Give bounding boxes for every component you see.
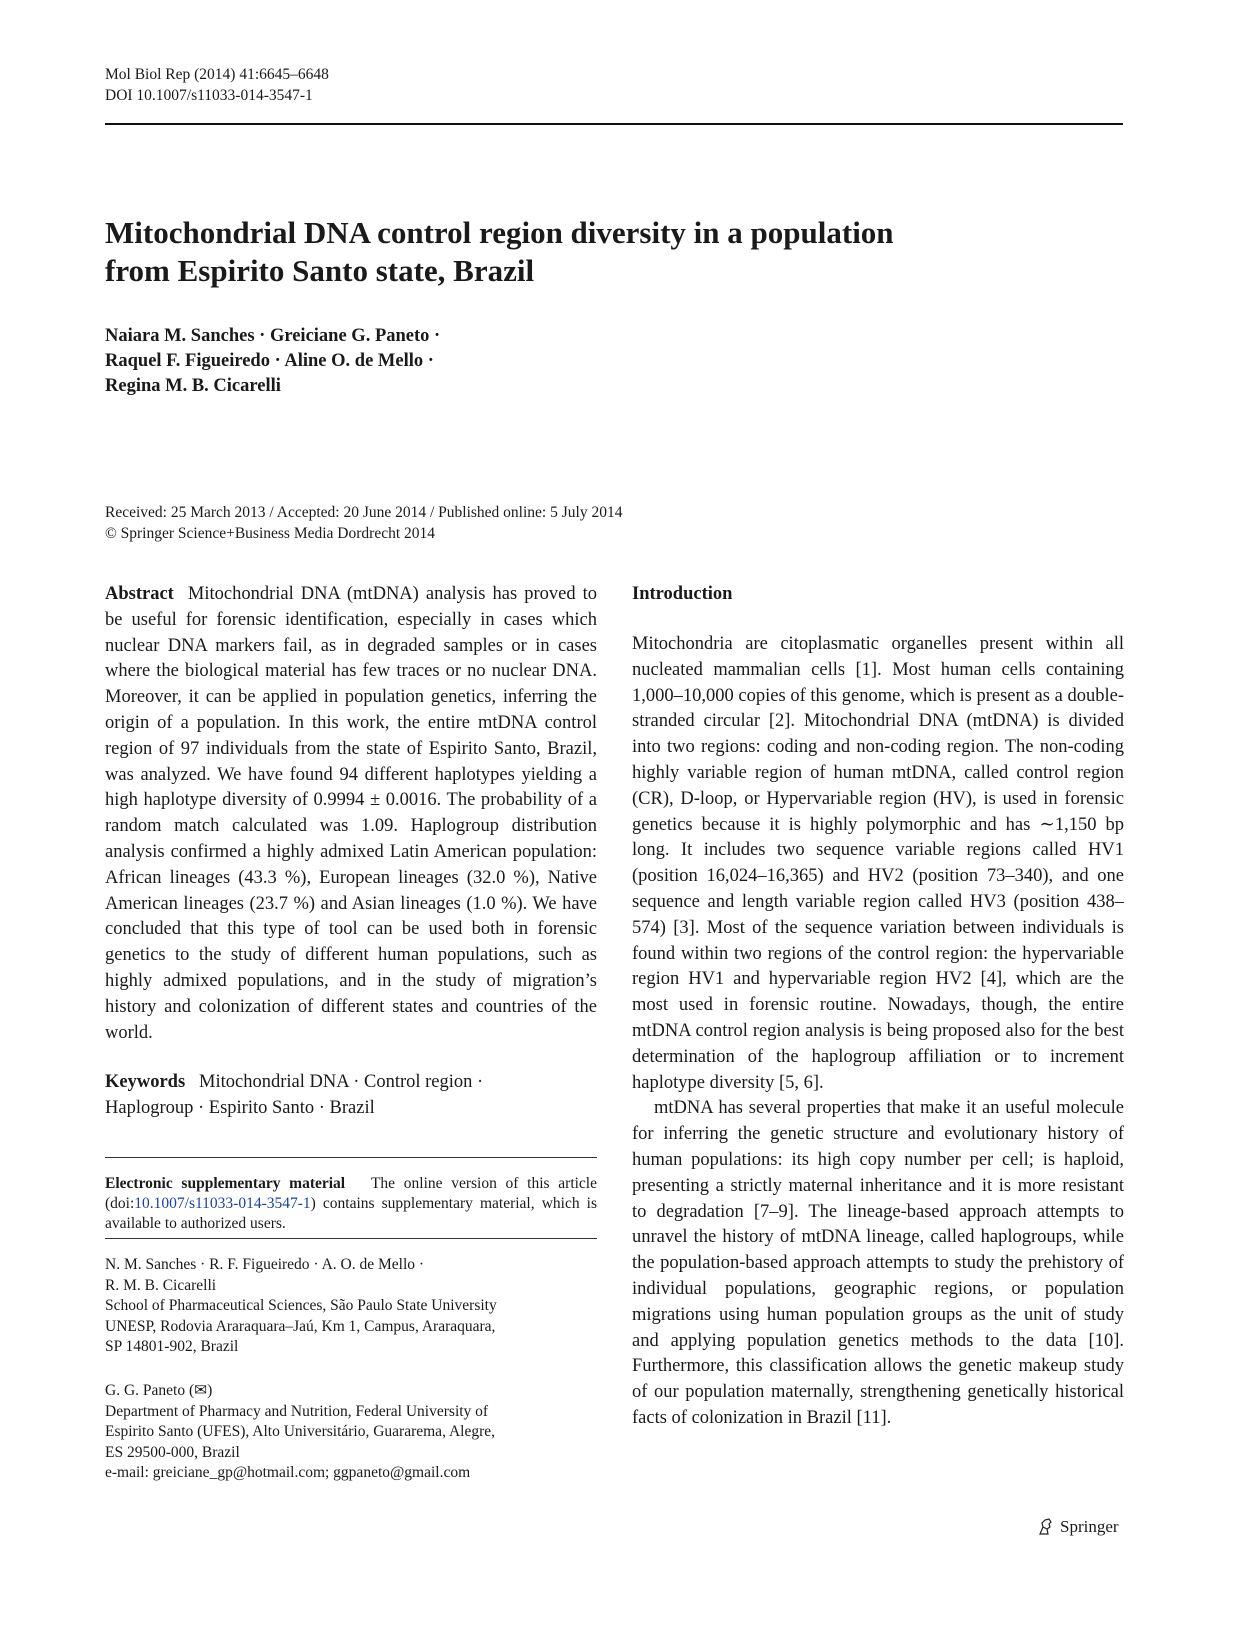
affiliation-1-line-1: School of Pharmaceutical Sciences, São Paulo State University xyxy=(105,1297,497,1314)
introduction-paragraph-1: Mitochondria are citoplasmatic organelles present within all nucleated mammalian cells [1]. Most human cells containing 1,000–10,000 copies of this genome, which is present as a double-stranded circular [2]. Mitochondrial DNA (mtDNA) is divided into two regions: coding and non-coding region. The non-coding highly variable region of human mtDNA, called control region (CR), D-loop, or Hypervariable region (HV), is used in forensic genetics because it is highly polymorphic and has ∼1,150 bp long. It includes two sequence variable regions called HV1 (position 16,024–16,365) and HV2 (position 73–340), and one sequence and length variable region called HV3 (position 438–574) [3]. Most of the sequence variation between individuals is found within two regions of the control region: the hypervariable region HV1 and hypervariable region HV2 [4], which are the most used in forensic routine. Nowadays, though, the entire mtDNA control region analysis is being proposed also for the best determination of the haplogroup affiliation or to increment haplotype diversity [5, 6]. xyxy=(632,634,1124,1093)
esm-heading: Electronic supplementary material xyxy=(105,1175,346,1192)
springer-horse-icon xyxy=(1036,1517,1056,1537)
affiliation-1-names-2: R. M. B. Cicarelli xyxy=(105,1276,217,1294)
affiliation-2-name: G. G. Paneto (✉) xyxy=(105,1382,213,1399)
affiliation-1 xyxy=(105,1255,597,1358)
keywords-heading: Keywords xyxy=(105,1072,186,1092)
journal-doi: DOI 10.1007/s11033-014-3547-1 xyxy=(105,87,313,104)
supplementary-note xyxy=(105,1174,597,1234)
affiliation-2-line-3: ES 29500-000, Brazil xyxy=(105,1443,240,1461)
keywords xyxy=(105,1070,597,1122)
author-list xyxy=(105,324,440,399)
affiliation-2 xyxy=(105,1381,597,1484)
introduction-paragraph-2: mtDNA has several properties that make it an useful molecule for inferring the genetic structure and evolutionary history of human populations: its high copy number per cell; is haploid, presenting a strictly maternal inheritance and it is more resistant to degradation [7–9]. The lineage-based approach attempts to unravel the history of mtDNA lineage, called haplogroups, while the population-based approach attempts to study the prehistory of individual populations, geographic regions, or population migrations using human population groups as the unit of study and applying population genetics methods to the data [10]. Furthermore, this classification allows the genetic makeup study of our population maternally, strengthening genetically historical facts of colonization in Brazil [11]. xyxy=(632,1098,1124,1428)
affiliation-2-line-2: Espirito Santo (UFES), Alto Universitário, Guararema, Alegre, xyxy=(105,1423,496,1440)
affiliation-1-line-2: UNESP, Rodovia Araraquara–Jaú, Km 1, Campus, Araraquara, xyxy=(105,1317,496,1335)
abstract-heading: Abstract xyxy=(105,584,174,604)
springer-footer xyxy=(1036,1517,1119,1537)
esm-text-2: ) contains supplementary material, which is available to authorized users. xyxy=(105,1195,597,1232)
title-line-2: from Espirito Santo state, Brazil xyxy=(105,253,535,288)
header-rule xyxy=(105,123,1123,125)
received-dates: Received: 25 March 2013 / Accepted: 20 June 2014 / Published online: 5 July 2014 xyxy=(105,504,623,521)
footnote-rule-mid xyxy=(105,1238,597,1239)
abstract-text: Mitochondrial DNA (mtDNA) analysis has proved to be useful for forensic identification, especially in cases which nuclear DNA markers fail, as in degraded samples or in cases where the biological material has few traces or no nuclear DNA. Moreover, it can be applied in population genetics, inferring the origin of a population. In this work, the entire mtDNA control region of 97 individuals from the state of Espirito Santo, Brazil, was analyzed. We have found 94 different haplotypes yielding a high haplotype diversity of 0.9994 ± 0.0016. The probability of a random match calculated was 1.09. Haplogroup distribution analysis confirmed a highly admixed Latin American population: African lineages (43.3 %), European lineages (32.0 %), Native American lineages (23.7 %) and Asian lineages (1.0 %). We have concluded that this type of tool can be used both in forensic genetics to the study of different human populations, such as highly admixed populations, and in the study of migration’s history and colonization of different states and countries of the world. xyxy=(105,584,598,1043)
affiliation-1-line-3: SP 14801-902, Brazil xyxy=(105,1338,239,1355)
article-title xyxy=(105,214,1105,290)
journal-citation: Mol Biol Rep (2014) 41:6645–6648 xyxy=(105,66,329,83)
introduction-body xyxy=(632,632,1124,1432)
esm-text-1: The online version of this article (doi: xyxy=(105,1175,597,1212)
authors-line-1: Naiara M. Sanches · Greiciane G. Paneto · xyxy=(105,326,441,346)
affiliation-2-email[interactable]: e-mail: greiciane_gp@hotmail.com; ggpaneto@gmail.com xyxy=(105,1464,471,1481)
affiliation-1-names-1: N. M. Sanches · R. F. Figueiredo · A. O. de Mello · xyxy=(105,1256,425,1273)
title-line-1: Mitochondrial DNA control region diversity in a population xyxy=(105,215,894,250)
authors-line-2: Raquel F. Figueiredo · Aline O. de Mello · xyxy=(105,351,434,371)
introduction-heading: Introduction xyxy=(632,584,733,604)
abstract xyxy=(105,582,597,1046)
springer-label: Springer xyxy=(1060,1517,1119,1536)
keywords-line-2: Haplogroup · Espirito Santo · Brazil xyxy=(105,1097,375,1118)
footnote-rule-top xyxy=(105,1157,597,1158)
journal-header xyxy=(105,64,329,106)
affiliation-2-line-1: Department of Pharmacy and Nutrition, Federal University of xyxy=(105,1402,489,1420)
esm-doi-link[interactable]: 10.1007/s11033-014-3547-1 xyxy=(134,1195,311,1212)
publication-dates xyxy=(105,502,622,544)
authors-line-3: Regina M. B. Cicarelli xyxy=(105,376,281,396)
keywords-line-1: Mitochondrial DNA · Control region · xyxy=(199,1072,484,1092)
copyright-line: © Springer Science+Business Media Dordrecht 2014 xyxy=(105,525,436,542)
